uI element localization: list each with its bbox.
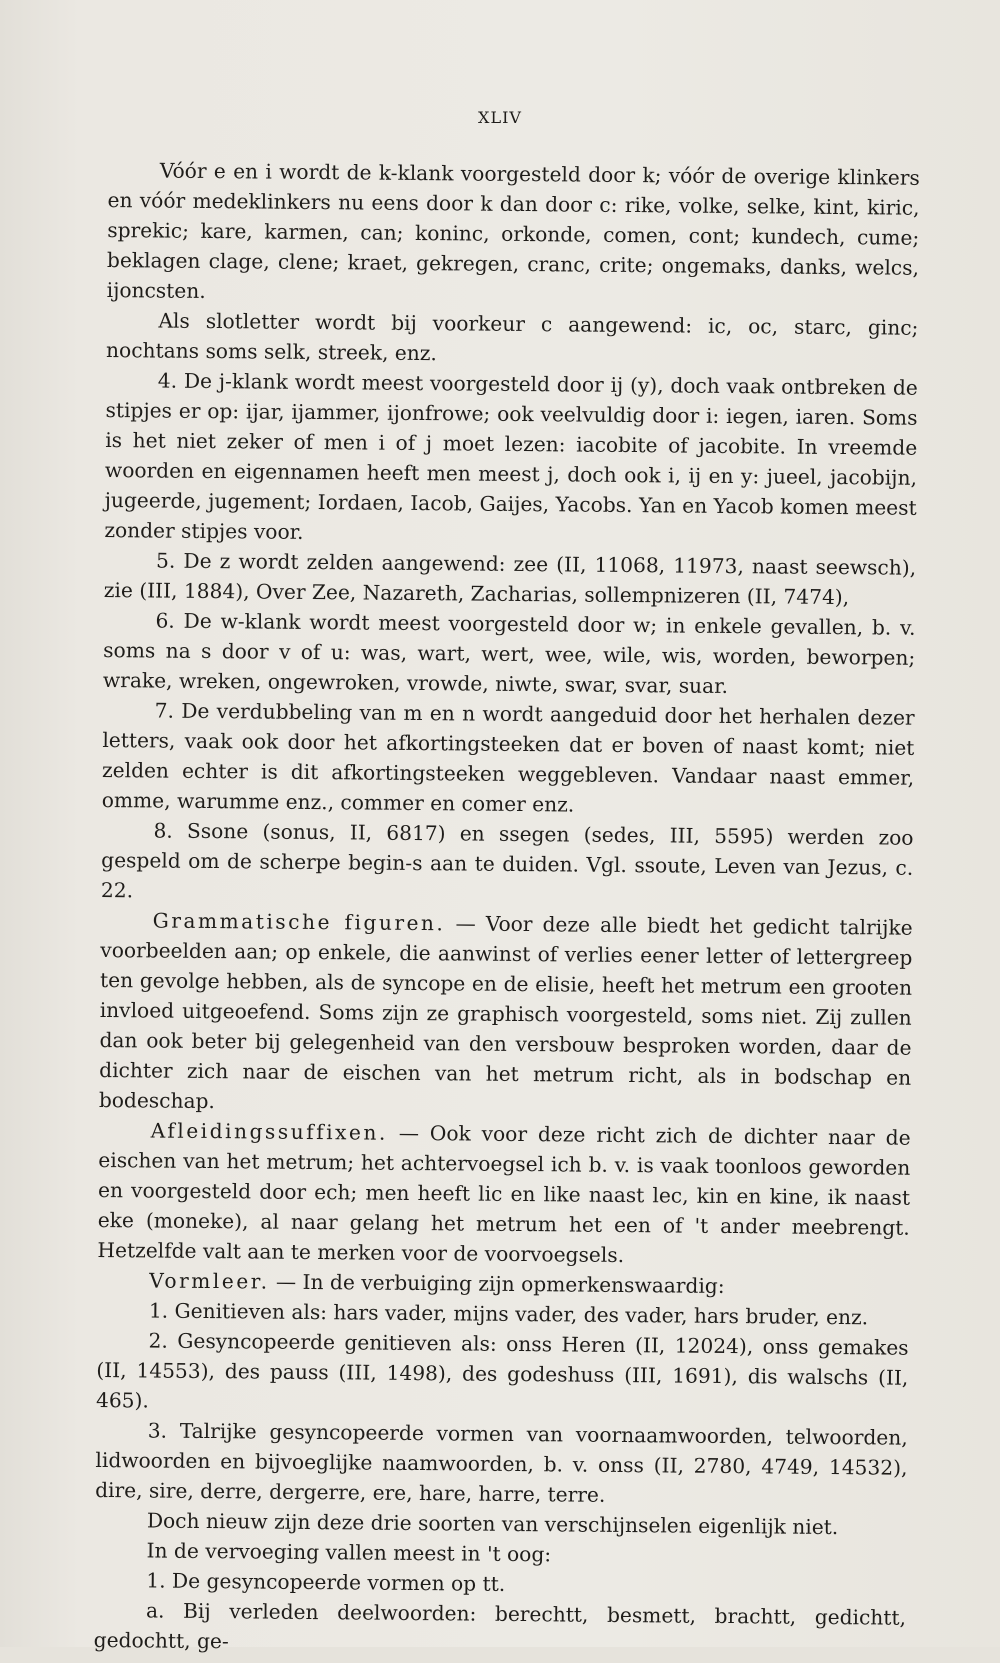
paragraph: a. Bij verleden deelwoorden: berechtt, besmett, brachtt, gedichtt, gedochtt, ge- bbox=[93, 1598, 907, 1654]
section-heading: Grammatische figuren. bbox=[152, 908, 446, 936]
page-number: XLIV bbox=[478, 108, 522, 127]
paragraph: 5. De z wordt zelden aangewend: zee (II, 11068, 11973, naast seewsch), zie (III, 1884), Over Zee, Nazareth, Zacharias, sollempnizeren (II, 7474), bbox=[103, 548, 917, 610]
paragraph: 2. Gesyncopeerde genitieven als: onss Heren (II, 12024), onss gemakes (II, 14553), des pauss (III, 1498), des godeshuss (III, 1691), dis walschs (II, 465). bbox=[95, 1328, 909, 1413]
section-heading: Vormleer. bbox=[149, 1268, 270, 1294]
paragraph bbox=[99, 905, 913, 1123]
paragraph: 1. Genitieven als: hars vader, mijns vader, des vader, hars bruder, enz. bbox=[148, 1298, 869, 1330]
paragraph: Doch nieuw zijn deze drie soorten van verschijnselen eigenlijk niet. bbox=[146, 1508, 839, 1540]
paragraph-text: — Ook voor deze richt zich de dichter naar de eischen van het metrum; het achtervoegsel ich b. v. is vaak toonloos geworden en voorgesteld door ech; men heeft lic en like naast lec, kin en kine, ik naast eke (moneke), al naar gelang het metrum het een of 't ander meebrengt. Hetzelfde valt aan te merken voor de voorvoegsels. bbox=[97, 1120, 911, 1268]
paragraph: In de vervoeging vallen meest in 't oog: bbox=[146, 1538, 552, 1567]
paragraph: 1. De gesyncopeerde vormen op tt. bbox=[146, 1568, 506, 1596]
paragraph: 8. Ssone (sonus, II, 6817) en ssegen (sedes, III, 5595) werden zoo gespeld om de scherpe begin-s aan te duiden. Vgl. ssoute, Leven van Jezus, c. 22. bbox=[100, 818, 914, 903]
paragraph: Als slotletter wordt bij voorkeur c aangewend: ic, oc, starc, ginc; nochtans soms selk, streek, enz. bbox=[106, 308, 919, 366]
paragraph: 7. De verdubbeling van m en n wordt aangeduid door het herhalen dezer letters, vaak ook door het afkortingsteeken dat er boven of naast komt; niet zelden echter is dit afkortingsteeken weggebleven. Vandaar naast emmer, omme, warumme enz., commer en comer enz. bbox=[101, 698, 915, 817]
paragraph-text: — Voor deze alle biedt het gedicht talrijke voorbeelden aan; op enkele, die aanwinst of verlies eener letter of lettergreep ten gevolge hebben, als de syncope en de elisie, heeft het metrum een grooten invloed uitgeoefend. Soms zijn ze graphisch voorgesteld, soms niet. Zij zullen dan ook beter bij gelegenheid van den versbouw besproken worden, daar de dichter zich naar de eischen van het metrum richt, als in bodschap en bodeschap. bbox=[98, 911, 913, 1114]
paragraph-text: — In de verbuiging zijn opmerkenswaardig: bbox=[269, 1269, 725, 1298]
section-heading: Afleidingssuffixen. bbox=[150, 1118, 388, 1145]
paragraph: 3. Talrijke gesyncopeerde vormen van voornaamwoorden, telwoorden, lidwoorden en bijvoeglijke naamwoorden, b. v. onss (II, 2780, 4749, 14532), dire, sire, derre, dergerre, ere, hare, harre, terre. bbox=[95, 1418, 908, 1507]
paragraph bbox=[97, 1115, 910, 1273]
paragraph: 4. De j-klank wordt meest voorgesteld door ij (y), doch vaak ontbreken de stipjes er op: ijar, ijammer, ijonfrowe; ook veelvuldig door i: iegen, iaren. Soms is het niet zeker of men i of j moet lezen: iacobite of jacobite. In vreemde woorden en eigennamen heeft men meest j, doch ook i, ij en y: jueel, jacobijn, jugeerde, jugement; Iordaen, Iacob, Gaijes, Yacobs. Yan en Yacob komen meest zonder stipjes voor. bbox=[104, 368, 918, 544]
paragraph: Vóór e en i wordt de k-klank voorgesteld door k; vóór de overige klinkers en vóór medeklinkers nu eens door k dan door c: rike, volke, selke, kint, kiric, sprekic; kare, karmen, can; koninc, orkonde, comen, cont; kundech, cume; beklagen clage, clene; kraet, gekregen, cranc, crite; ongemaks, danks, welcs, ijoncsten. bbox=[106, 158, 920, 303]
page-body bbox=[94, 155, 920, 1663]
paragraph: 6. De w-klank wordt meest voorgesteld door w; in enkele gevallen, b. v. soms na s door v of u: was, wart, wert, wee, wile, wis, worden, beworpen; wrake, wreken, ongewroken, vrowde, niwte, swar, svar, suar. bbox=[102, 608, 916, 698]
